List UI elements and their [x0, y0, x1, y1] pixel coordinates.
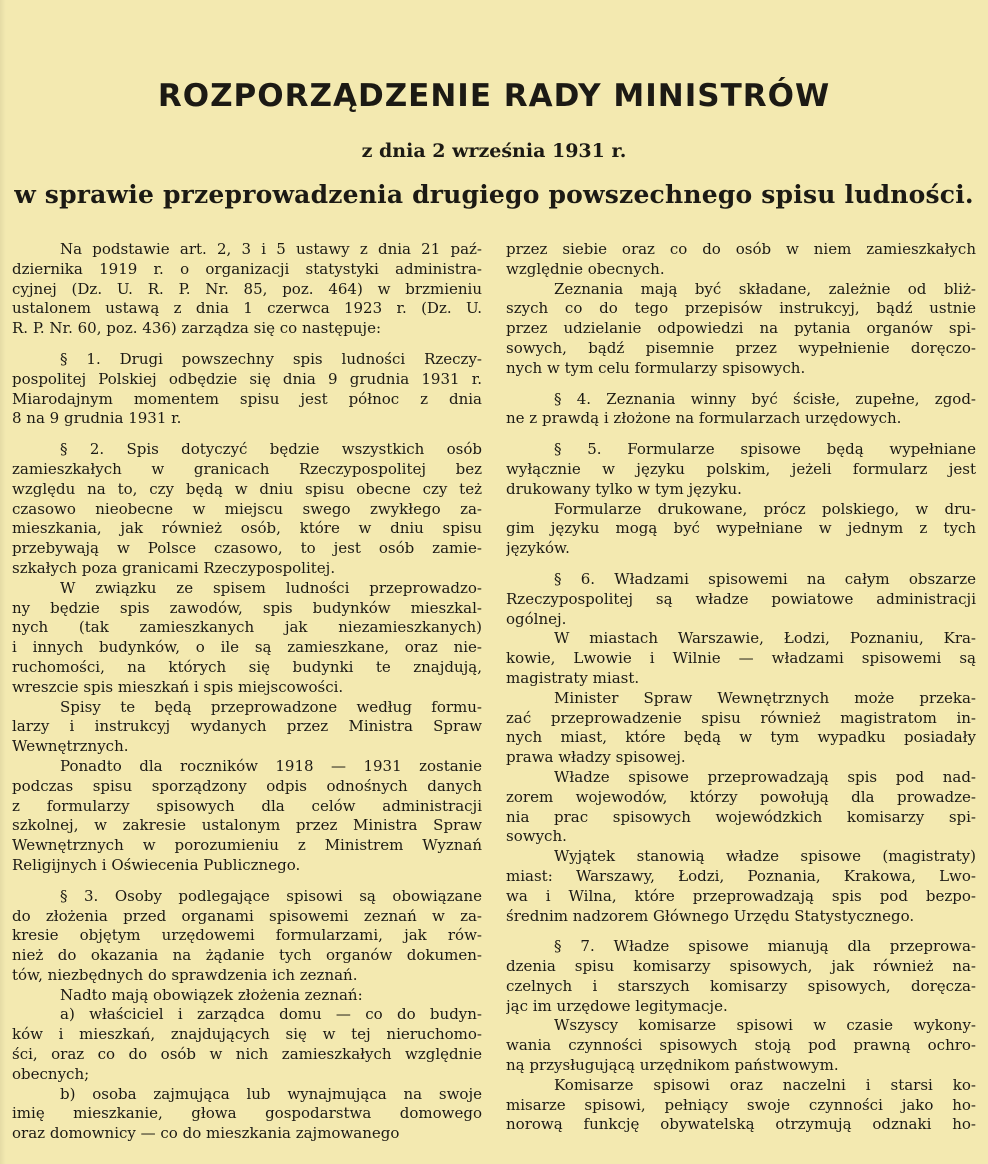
- paragraph: [12, 757, 482, 876]
- text-line: szych co do tego przepisów instrukcyj, bądź ustnie: [506, 299, 976, 318]
- text-line: Zeznania mają być składane, zależnie od bliż-: [554, 279, 976, 298]
- paragraph-gap: [506, 926, 976, 937]
- paragraph: [12, 579, 482, 698]
- text-line: Spisy te będą przeprowadzone według formu-: [60, 697, 482, 716]
- paragraph: [506, 768, 976, 847]
- text-line: ści, oraz co do osób w nich zamieszkałych względnie: [12, 1045, 482, 1064]
- paragraph: [12, 698, 482, 757]
- text-line: czasowo nieobecne w miejscu swego zwykłego za-: [12, 499, 482, 518]
- text-line: prawa władzy spisowej.: [506, 748, 686, 767]
- text-line: nych w tym celu formularzy spisowych.: [506, 358, 806, 377]
- text-line: a) właściciel i zarządca domu — co do budyn-: [60, 1005, 482, 1024]
- text-line: nych miast, które będą w tym wypadku posiadały: [506, 728, 976, 747]
- text-line: 8 na 9 grudnia 1931 r.: [12, 409, 182, 428]
- text-line: § 6. Władzami spisowemi na całym obszarze: [554, 569, 976, 588]
- text-line: Wewnętrznych w porozumieniu z Ministrem Wyznań: [12, 836, 482, 855]
- text-line: ruchomości, na których się budynki te znajdują,: [12, 657, 482, 676]
- text-line: wa i Wilna, które przeprowadzają spis pod bezpo-: [506, 886, 976, 905]
- text-line: drukowany tylko w tym języku.: [506, 479, 742, 498]
- text-line: względnie obecnych.: [506, 259, 665, 278]
- paragraph: [12, 1005, 482, 1084]
- text-line: ną przysługującą urzędnikom państwowym.: [506, 1056, 839, 1075]
- text-line: ny będzie spis zawodów, spis budynków mieszkal-: [12, 598, 482, 617]
- paragraph: [506, 240, 976, 280]
- text-line: zorem wojewodów, którzy powołują dla prowadze-: [506, 787, 976, 806]
- text-line: § 7. Władze spisowe mianują dla przeprowa-: [554, 937, 976, 956]
- paragraph: [506, 500, 976, 559]
- text-line: czelnych i starszych komisarzy spisowych, doręcza-: [506, 976, 976, 995]
- paragraph: [12, 440, 482, 579]
- text-line: imię mieszkanie, głowa gospodarstwa domowego: [12, 1104, 482, 1123]
- text-line: W miastach Warszawie, Łodzi, Poznaniu, Kra-: [554, 629, 976, 648]
- text-line: obecnych;: [12, 1064, 90, 1083]
- text-line: § 3. Osoby podlegające spisowi są obowiązane: [60, 886, 482, 905]
- text-line: Wyjątek stanowią władze spisowe (magistraty): [554, 847, 976, 866]
- paragraph: [506, 440, 976, 499]
- text-line: miast: Warszawy, Łodzi, Poznania, Krakowa, Lwo-: [506, 866, 976, 885]
- paragraph: [506, 1016, 976, 1075]
- text-line: Miarodajnym momentem spisu jest północ z dnia: [12, 389, 482, 408]
- text-line: sowych.: [506, 827, 567, 846]
- paragraph: [12, 240, 482, 339]
- text-line: szkolnej, w zakresie ustalonym przez Ministra Spraw: [12, 816, 482, 835]
- text-line: tów, niezbędnych do sprawdzenia ich zeznań.: [12, 965, 358, 984]
- paragraph: [12, 350, 482, 429]
- text-line: oraz domownicy — co do mieszkania zajmowanego: [12, 1124, 400, 1143]
- document-date: z dnia 2 września 1931 r.: [361, 140, 627, 162]
- text-line: jąc im urzędowe legitymacje.: [506, 996, 728, 1015]
- text-line: b) osoba zajmująca lub wynajmująca na swoje: [60, 1084, 482, 1103]
- text-line: średnim nadzorem Głównego Urzędu Statystycznego.: [506, 906, 915, 925]
- text-line: zamieszkałych w granicach Rzeczypospolitej bez: [12, 459, 482, 478]
- paragraph: [12, 1085, 482, 1144]
- text-line: kowie, Lwowie i Wilnie — władzami spisowemi są: [506, 649, 976, 668]
- text-line: Wszyscy komisarze spisowi w czasie wykony-: [554, 1016, 976, 1035]
- text-line: względu na to, czy będą w dniu spisu obecne czy też: [12, 479, 482, 498]
- paragraph: [506, 570, 976, 629]
- paragraph: [12, 986, 482, 1006]
- text-line: dzenia spisu komisarzy spisowych, jak również na-: [506, 957, 976, 976]
- text-line: wyłącznie w języku polskim, jeżeli formularz jest: [506, 459, 976, 478]
- paragraph-gap: [12, 429, 482, 440]
- text-line: Ponadto dla roczników 1918 — 1931 zostanie: [60, 756, 482, 775]
- text-line: Nadto mają obowiązek złożenia zeznań:: [60, 985, 363, 1004]
- text-line: pospolitej Polskiej odbędzie się dnia 9 grudnia 1931 r.: [12, 369, 482, 388]
- text-line: podczas spisu sporządzony odpis odnośnych danych: [12, 776, 482, 795]
- text-line: Komisarze spisowi oraz naczelni i starsi ko-: [554, 1075, 976, 1094]
- text-line: języków.: [506, 539, 570, 558]
- text-line: nych (tak zamieszkanych jak niezamieszkanych): [12, 618, 482, 637]
- document-title: ROZPORZĄDZENIE RADY MINISTRÓW: [157, 78, 831, 114]
- paragraph: [506, 1076, 976, 1135]
- text-line: Wewnętrznych.: [12, 737, 129, 756]
- paragraph: [506, 937, 976, 1016]
- paragraph: [12, 887, 482, 986]
- text-line: misarze spisowi, pełniący swoje czynności jako ho-: [506, 1095, 976, 1114]
- text-line: wreszcie spis mieszkań i spis miejscowości.: [12, 677, 344, 696]
- text-line: mieszkania, jak również osób, które w dniu spisu: [12, 519, 482, 538]
- paragraph-gap: [506, 379, 976, 390]
- text-line: przez siebie oraz co do osób w niem zamieszkałych: [506, 240, 976, 258]
- text-line: do złożenia przed organami spisowemi zeznań w za-: [12, 906, 482, 925]
- text-line: ustalonem ustawą z dnia 1 czerwca 1923 r. (Dz. U.: [12, 299, 482, 318]
- text-line: ków i mieszkań, znajdujących się w tej nieruchomo-: [12, 1025, 482, 1044]
- text-line: wania czynności spisowych stoją pod prawną ochro-: [506, 1036, 976, 1055]
- text-line: larzy i instrukcyj wydanych przez Ministra Spraw: [12, 717, 482, 736]
- text-line: kresie objętym urzędowemi formularzami, jak rów-: [12, 926, 482, 945]
- paragraph: [506, 689, 976, 768]
- text-line: Rzeczypospolitej są władze powiatowe administracji: [506, 589, 976, 608]
- paragraph-gap: [506, 429, 976, 440]
- text-line: Religijnych i Oświecenia Publicznego.: [12, 855, 301, 874]
- paragraph: [506, 390, 976, 430]
- paragraph: [506, 280, 976, 379]
- text-line: norową funkcję obywatelską otrzymują odznaki ho-: [506, 1115, 976, 1134]
- paragraph-gap: [12, 876, 482, 887]
- text-line: § 4. Zeznania winny być ścisłe, zupełne, zgod-: [554, 389, 976, 408]
- text-line: R. P. Nr. 60, poz. 436) zarządza się co następuje:: [12, 319, 382, 338]
- text-line: gim języku mogą być wypełniane w jednym z tych: [506, 519, 976, 538]
- document-subject: w sprawie przeprowadzenia drugiego powszechnego spisu ludności.: [14, 180, 974, 209]
- paragraph-gap: [12, 339, 482, 350]
- text-line: przebywają w Polsce czasowo, to jest osób zamie-: [12, 539, 482, 558]
- text-line: nia prac spisowych wojewódzkich komisarzy spi-: [506, 807, 976, 826]
- text-line: Formularze drukowane, prócz polskiego, w dru-: [554, 499, 976, 518]
- text-line: sowych, bądź pisemnie przez wypełnienie doręczo-: [506, 338, 976, 357]
- paragraph: [506, 629, 976, 688]
- text-line: magistraty miast.: [506, 668, 640, 687]
- text-line: i innych budynków, o ile są zamieszkane, oraz nie-: [12, 638, 482, 657]
- text-line: przez udzielanie odpowiedzi na pytania organów spi-: [506, 319, 976, 338]
- text-line: dziernika 1919 r. o organizacji statystyki administra-: [12, 259, 482, 278]
- left-text-column: [12, 240, 482, 1155]
- text-line: zać przeprowadzenie spisu również magistratom in-: [506, 708, 976, 727]
- right-text-column: [506, 240, 976, 1155]
- text-line: W związku ze spisem ludności przeprowadzo-: [60, 578, 482, 597]
- text-line: Władze spisowe przeprowadzają spis pod nad-: [554, 767, 976, 786]
- paragraph: [506, 847, 976, 926]
- text-line: Minister Spraw Wewnętrznych może przeka-: [554, 688, 976, 707]
- text-line: § 2. Spis dotyczyć będzie wszystkich osób: [60, 440, 482, 459]
- text-line: z formularzy spisowych dla celów administracji: [12, 796, 482, 815]
- text-line: Na podstawie art. 2, 3 i 5 ustawy z dnia 21 paź-: [60, 240, 482, 258]
- text-line: § 1. Drugi powszechny spis ludności Rzeczy-: [60, 349, 482, 368]
- text-line: szkałych poza granicami Rzeczypospolitej.: [12, 558, 336, 577]
- text-line: ogólnej.: [506, 609, 567, 628]
- text-line: ne z prawdą i złożone na formularzach urzędowych.: [506, 409, 902, 428]
- text-line: § 5. Formularze spisowe będą wypełniane: [554, 440, 976, 459]
- text-line: cyjnej (Dz. U. R. P. Nr. 85, poz. 464) w brzmieniu: [12, 279, 482, 298]
- text-line: nież do okazania na żądanie tych organów dokumen-: [12, 946, 482, 965]
- paragraph-gap: [506, 559, 976, 570]
